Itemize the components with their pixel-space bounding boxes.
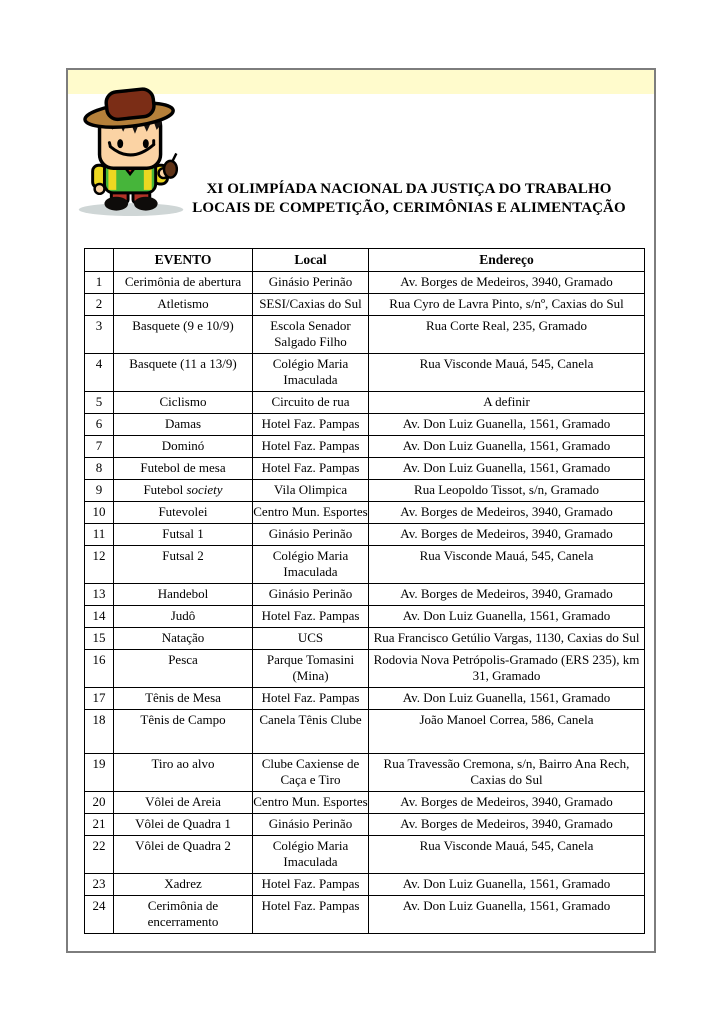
cell-evento: Vôlei de Quadra 2 <box>114 836 253 874</box>
cell-local: Hotel Faz. Pampas <box>253 436 369 458</box>
cell-local: Hotel Faz. Pampas <box>253 688 369 710</box>
cell-endereco: Av. Don Luiz Guanella, 1561, Gramado <box>369 874 645 896</box>
cell-num: 2 <box>85 294 114 316</box>
cell-local: Hotel Faz. Pampas <box>253 896 369 934</box>
cell-evento: Tênis de Campo <box>114 710 253 754</box>
table-row <box>85 814 645 836</box>
cell-num: 11 <box>85 524 114 546</box>
cell-num: 13 <box>85 584 114 606</box>
mate-gourd-icon <box>164 161 177 178</box>
cell-evento: Judô <box>114 606 253 628</box>
cell-evento: Tiro ao alvo <box>114 754 253 792</box>
cell-num: 24 <box>85 896 114 934</box>
col-header-evento: EVENTO <box>114 249 253 272</box>
cell-num: 12 <box>85 546 114 584</box>
table-row <box>85 458 645 480</box>
cell-num: 17 <box>85 688 114 710</box>
cell-evento: Cerimônia de abertura <box>114 272 253 294</box>
cell-endereco: Rua Corte Real, 235, Gramado <box>369 316 645 354</box>
cell-local: Hotel Faz. Pampas <box>253 874 369 896</box>
cell-evento: Ciclismo <box>114 392 253 414</box>
cell-endereco: Av. Don Luiz Guanella, 1561, Gramado <box>369 436 645 458</box>
cell-num: 20 <box>85 792 114 814</box>
cell-endereco: Av. Borges de Medeiros, 3940, Gramado <box>369 502 645 524</box>
table-row <box>85 524 645 546</box>
table-row <box>85 754 645 792</box>
cell-endereco: Rua Cyro de Lavra Pinto, s/nº, Caxias do Sul <box>369 294 645 316</box>
events-table-head <box>85 249 645 272</box>
table-row <box>85 836 645 874</box>
cell-num: 8 <box>85 458 114 480</box>
cell-evento: Natação <box>114 628 253 650</box>
table-row <box>85 546 645 584</box>
cell-num: 3 <box>85 316 114 354</box>
cell-num: 19 <box>85 754 114 792</box>
cell-local: Circuito de rua <box>253 392 369 414</box>
table-row <box>85 688 645 710</box>
cell-num: 1 <box>85 272 114 294</box>
cell-endereco: João Manoel Correa, 586, Canela <box>369 710 645 754</box>
cell-num: 15 <box>85 628 114 650</box>
cell-num: 23 <box>85 874 114 896</box>
table-row <box>85 628 645 650</box>
cell-endereco: Av. Borges de Medeiros, 3940, Gramado <box>369 524 645 546</box>
table-row <box>85 584 645 606</box>
cell-evento: Dominó <box>114 436 253 458</box>
events-table <box>84 248 645 934</box>
cell-num: 6 <box>85 414 114 436</box>
table-row <box>85 502 645 524</box>
cell-local: Clube Caxiense de Caça e Tiro <box>253 754 369 792</box>
cell-local: Ginásio Perinão <box>253 524 369 546</box>
cell-local: Hotel Faz. Pampas <box>253 458 369 480</box>
cell-local: SESI/Caxias do Sul <box>253 294 369 316</box>
cell-endereco: Av. Don Luiz Guanella, 1561, Gramado <box>369 688 645 710</box>
table-row <box>85 272 645 294</box>
cell-local: Hotel Faz. Pampas <box>253 606 369 628</box>
cell-local: Ginásio Perinão <box>253 272 369 294</box>
cell-evento: Pesca <box>114 650 253 688</box>
cell-endereco: Av. Borges de Medeiros, 3940, Gramado <box>369 272 645 294</box>
cell-endereco: Rodovia Nova Petrópolis-Gramado (ERS 235), km 31, Gramado <box>369 650 645 688</box>
cell-endereco: Rua Visconde Mauá, 545, Canela <box>369 836 645 874</box>
table-row <box>85 606 645 628</box>
col-header-endereco: Endereço <box>369 249 645 272</box>
cell-num: 18 <box>85 710 114 754</box>
cell-evento: Futsal 1 <box>114 524 253 546</box>
cell-endereco: Rua Visconde Mauá, 545, Canela <box>369 354 645 392</box>
cell-num: 21 <box>85 814 114 836</box>
page-title <box>168 180 650 218</box>
cell-local: Parque Tomasini (Mina) <box>253 650 369 688</box>
cell-num: 7 <box>85 436 114 458</box>
cell-local: Vila Olimpica <box>253 480 369 502</box>
cell-endereco: Rua Francisco Getúlio Vargas, 1130, Caxias do Sul <box>369 628 645 650</box>
table-row <box>85 414 645 436</box>
cell-evento: Tênis de Mesa <box>114 688 253 710</box>
cell-endereco: Av. Don Luiz Guanella, 1561, Gramado <box>369 606 645 628</box>
cell-evento: Futebol de mesa <box>114 458 253 480</box>
cell-evento: Futebol society <box>114 480 253 502</box>
table-row <box>85 792 645 814</box>
cell-evento: Handebol <box>114 584 253 606</box>
table-row <box>85 480 645 502</box>
cell-evento: Futsal 2 <box>114 546 253 584</box>
cell-local: Ginásio Perinão <box>253 584 369 606</box>
cell-local: UCS <box>253 628 369 650</box>
cell-local: Centro Mun. Esportes <box>253 502 369 524</box>
cell-evento: Cerimônia de encerramento <box>114 896 253 934</box>
cell-evento: Futevolei <box>114 502 253 524</box>
table-row <box>85 896 645 934</box>
cell-evento: Vôlei de Areia <box>114 792 253 814</box>
header-row <box>85 249 645 272</box>
cell-endereco: Av. Borges de Medeiros, 3940, Gramado <box>369 584 645 606</box>
col-header-local: Local <box>253 249 369 272</box>
table-row <box>85 874 645 896</box>
cell-endereco: Rua Visconde Mauá, 545, Canela <box>369 546 645 584</box>
cell-evento: Basquete (11 a 13/9) <box>114 354 253 392</box>
table-row <box>85 392 645 414</box>
cell-endereco: Av. Borges de Medeiros, 3940, Gramado <box>369 792 645 814</box>
cell-local: Colégio Maria Imaculada <box>253 354 369 392</box>
events-table-body <box>85 272 645 934</box>
cell-evento: Xadrez <box>114 874 253 896</box>
cell-local: Hotel Faz. Pampas <box>253 414 369 436</box>
table-row <box>85 436 645 458</box>
cell-evento: Vôlei de Quadra 1 <box>114 814 253 836</box>
cell-num: 16 <box>85 650 114 688</box>
cell-endereco: Av. Don Luiz Guanella, 1561, Gramado <box>369 414 645 436</box>
cell-endereco: A definir <box>369 392 645 414</box>
cell-evento: Damas <box>114 414 253 436</box>
table-row <box>85 316 645 354</box>
cell-num: 22 <box>85 836 114 874</box>
cell-local: Centro Mun. Esportes <box>253 792 369 814</box>
cell-num: 4 <box>85 354 114 392</box>
cell-endereco: Rua Leopoldo Tissot, s/n, Gramado <box>369 480 645 502</box>
cell-evento: Basquete (9 e 10/9) <box>114 316 253 354</box>
cell-endereco: Av. Borges de Medeiros, 3940, Gramado <box>369 814 645 836</box>
document-page <box>66 68 656 953</box>
cell-evento: Atletismo <box>114 294 253 316</box>
page-title-line2: LOCAIS DE COMPETIÇÃO, CERIMÔNIAS E ALIMENTAÇÃO <box>192 200 626 216</box>
cell-local: Canela Tênis Clube <box>253 710 369 754</box>
table-row <box>85 294 645 316</box>
cell-num: 14 <box>85 606 114 628</box>
table-row <box>85 650 645 688</box>
cell-endereco: Av. Don Luiz Guanella, 1561, Gramado <box>369 458 645 480</box>
cell-local: Colégio Maria Imaculada <box>253 546 369 584</box>
cell-num: 10 <box>85 502 114 524</box>
cell-local: Colégio Maria Imaculada <box>253 836 369 874</box>
cell-endereco: Rua Travessão Cremona, s/n, Bairro Ana Rech, Caxias do Sul <box>369 754 645 792</box>
table-row <box>85 354 645 392</box>
page-title-line1: XI OLIMPÍADA NACIONAL DA JUSTIÇA DO TRABALHO <box>206 181 612 197</box>
col-header-num <box>85 249 114 272</box>
cell-endereco: Av. Don Luiz Guanella, 1561, Gramado <box>369 896 645 934</box>
cell-num: 5 <box>85 392 114 414</box>
cell-local: Ginásio Perinão <box>253 814 369 836</box>
cell-local: Escola Senador Salgado Filho <box>253 316 369 354</box>
table-row <box>85 710 645 754</box>
cell-num: 9 <box>85 480 114 502</box>
